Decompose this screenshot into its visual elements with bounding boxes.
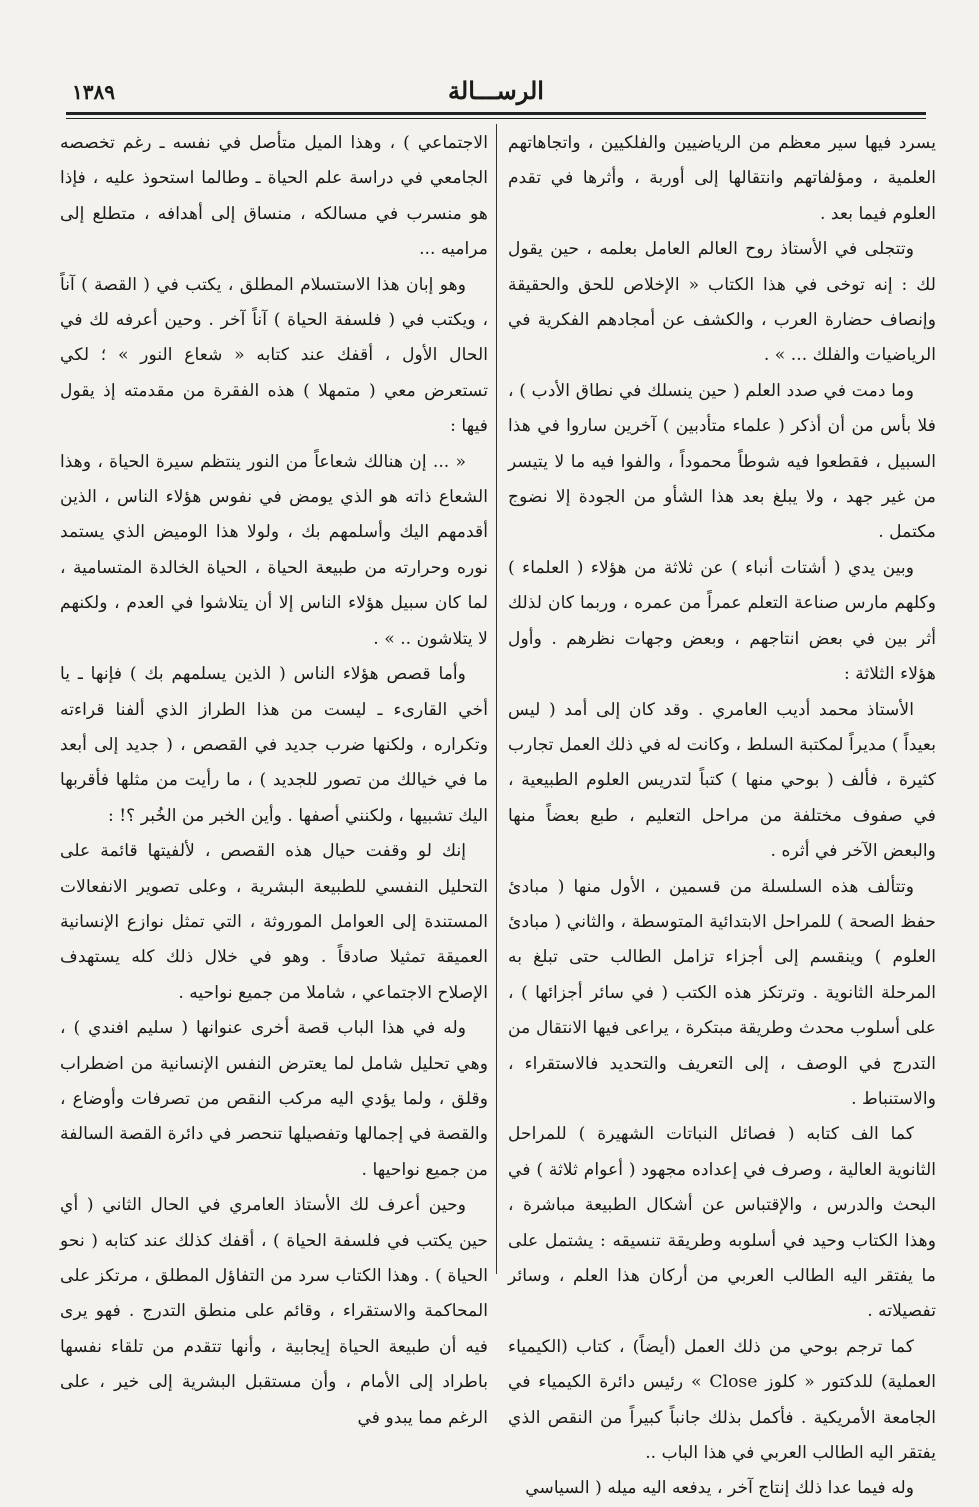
paragraph: الأستاذ محمد أديب العامري . وقد كان إلى أمد ( ليس بعيداً ) مديراً لمكتبة السلط ، وكانت له في ذلك العمل تجارب كثيرة ، فألف ( بوحي منها ) كتباً لتدريس العلوم الطبيعية ، في صفوف مختلفة من مراحل التعليم ، طبع بعضاً منها والبعض الآخر في أثره . [508, 699, 936, 862]
paragraph: كما ترجم بوحي من ذلك العمل (أيضاً) ، كتاب (الكيمياء العملية) للدكتور « كلوز Close » رئيس دائرة الكيمياء في الجامعة الأمريكية . فأكمل بذلك جانباً كبيراً من النقص الذي يفتقر اليه الطالب العربي في هذا الباب .. [508, 1336, 936, 1464]
paragraph: وتتألف هذه السلسلة من قسمين ، الأول منها ( مبادئ حفظ الصحة ) للمراحل الابتدائية المتوسطة ، والثاني ( مبادئ العلوم ) وينقسم إلى أجزاء تزامل الطالب حتى تبلغ به المرحلة الثانوية . وترتكز هذه الكتب ( في سائر أجزائها ) ، على أسلوب محدث وطريقة مبتكرة ، يراعى فيها الانتقال من التدرج في الوصف ، إلى التعريف والتحديد فالاستقراء ، والاستنباط . [508, 876, 936, 1109]
paragraph: وله فيما عدا ذلك إنتاج آخر ، يدفعه اليه ميله ( السياسي [525, 1478, 914, 1499]
paragraph: وما دمت في صدد العلم ( حين ينسلك في نطاق الأدب ) ، فلا بأس من أن أذكر ( علماء متأدبين ) آخرين ساروا في هذا السبيل ، فقطعوا فيه شوطاً محموداً ، والفوا فيه ما لا يتيسر من غير جهد ، ولا يبلغ بعد هذا الشأو من الجودة إلا نضوج مكتمل . [508, 380, 936, 543]
paragraph: وأما قصص هؤلاء الناس ( الذين يسلمهم بك ) فإنها ـ يا أخي القارىء ـ ليست من هذا الطراز الذي ألفنا قراءته وتكراره ، ولكنها ضرب جديد في القصص ، ( جديد إلى أبعد ما في خيالك من تصور للجديد ) ، ما رأيت من مثلها فأقربها اليك تشبيها ، ولكنني أصفها . وأين الخبر من الخُبر ؟! : [60, 664, 488, 826]
paragraph: إنك لو وقفت حيال هذه القصص ، لألفيتها قائمة على التحليل النفسي للطبيعة البشرية ، وعلى تصوير الانفعالات المستندة إلى العوامل الموروثة ، التي تمثل نوازع الإنسانية العميقة تمثيلا صادقاً . وهو في خلال ذلك كله يستهدف الإصلاح الاجتماعي ، شاملا من جميع نواحيه . [60, 841, 488, 1003]
column-divider [496, 124, 497, 1274]
left-column [60, 126, 488, 1428]
paragraph: وله في هذا الباب قصة أخرى عنوانها ( سليم افندي ) ، وهي تحليل شامل لما يعترض النفس الإنسانية من اضطراب وقلق ، ولما يؤدي اليه مركب النقص من تصرفات وأوضاع ، والقصة في إجمالها وتفصيلها تنحصر في دائرة القصة السالفة من جميع نواحيها . [60, 1018, 488, 1180]
paragraph: الاجتماعي ) ، وهذا الميل متأصل في نفسه ـ رغم تخصصه الجامعي في دراسة علم الحياة ـ وطالما استحوذ عليه ، فإذا هو منسرب في مسالكه ، منساق إلى أهدافه ، متطلع إلى مراميه ... [60, 133, 488, 260]
paragraph: وهو إبان هذا الاستسلام المطلق ، يكتب في ( القصة ) آناً ، ويكتب في ( فلسفة الحياة ) آناً آخر . وحين أعرفه لك في الحال الأول ، أقفك عند كتابه « شعاع النور » ؛ لكي تستعرض معي ( متمهلا ) هذه الفقرة من مقدمته إذ يقول فيها : [60, 274, 488, 437]
page-header [66, 72, 926, 112]
journal-name: الرســـالة [448, 76, 544, 105]
right-column [508, 126, 936, 1499]
paragraph: وحين أعرف لك الأستاذ العامري في الحال الثاني ( أي حين يكتب في فلسفة الحياة ) ، أقفك كذلك عند كتابه ( نحو الحياة ) . وهذا الكتاب سرد من التفاؤل المطلق ، مرتكز على المحاكمة والاستقراء ، وقائم على منطق التدرج . فهو يرى فيه أن طبيعة الحياة إيجابية ، وأنها تتقدم من تلقاء نفسها باطراد إلى الأمام ، وأن مستقبل البشرية إلى خير ، على الرغم مما يبدو في [60, 1195, 488, 1428]
paragraph: يسرد فيها سير معظم من الرياضيين والفلكيين ، واتجاهاتهم العلمية ، ومؤلفاتهم وانتقالها إلى أوربة ، وأثرها في تقدم العلوم فيما بعد . [508, 133, 936, 224]
paragraph: وبين يدي ( أشتات أنباء ) عن ثلاثة من هؤلاء ( العلماء ) وكلهم مارس صناعة التعلم عمراً من عمره ، وربما كان لذلك أثر بين في بعض انتاجهم ، وبعض وجهات نظرهم . وأول هؤلاء الثلاثة : [508, 557, 936, 685]
header-rule [66, 112, 926, 119]
paragraph: « ... إن هنالك شعاعاً من النور ينتظم سيرة الحياة ، وهذا الشعاع ذاته هو الذي يومض في نفوس هؤلاء الناس ، الذين أقدمهم اليك وأسلمهم بك ، ولولا هذا الوميض الذي يستمد نوره وحرارته من طبيعة الحياة ، الحياة الخالدة المتسامية ، لما كان سبيل هؤلاء الناس إلا أن يتلاشوا في العدم ، ولكنهم لا يتلاشون .. » . [60, 451, 488, 649]
paragraph: كما الف كتابه ( فصائل النباتات الشهيرة ) للمراحل الثانوية العالية ، وصرف في إعداده مجهود ( أعوام ثلاثة ) في البحث والدرس ، والإقتباس عن أشكال الطبيعة مباشرة ، وهذا الكتاب وحيد في أسلوبه وطريقة تنسيقه : يشتمل على ما يفتقر اليه الطالب العربي من أركان هذا العلم ، وسائر تفصيلاته . [508, 1124, 936, 1322]
page-number: ١٣٨٩ [72, 80, 115, 104]
paragraph: وتتجلى في الأستاذ روح العالم العامل بعلمه ، حين يقول لك : إنه توخى في هذا الكتاب « الإخلاص للحق والحقيقة وإنصاف حضارة العرب ، والكشف عن أمجادهم الفكرية في الرياضيات والفلك ... » . [508, 239, 936, 366]
